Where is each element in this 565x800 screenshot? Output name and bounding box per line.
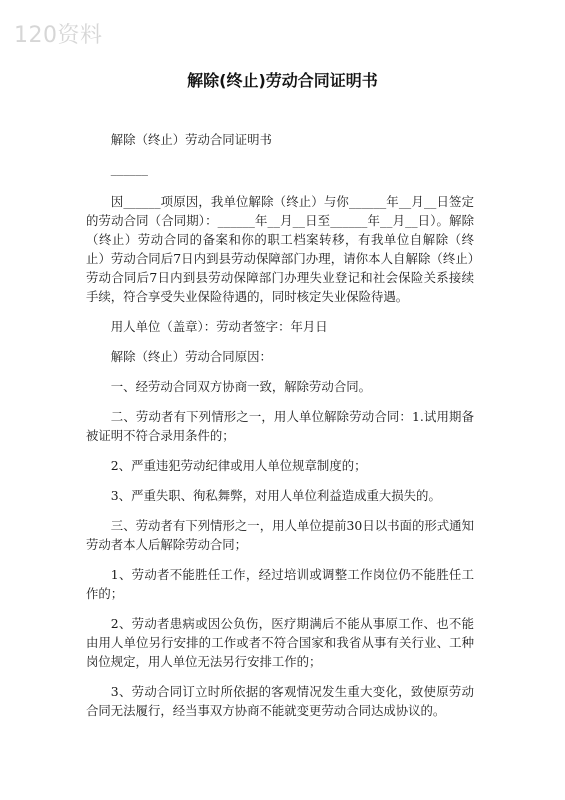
- paragraph: 3、劳动合同订立时所依据的客观情况发生重大变化，致使原劳动合同无法履行，经当事双方协商不能就变更劳动合同达成协议的。: [86, 684, 474, 718]
- signature-line: 用人单位（盖章）：劳动者签字：年月日: [110, 319, 328, 334]
- paragraph: 1、劳动者不能胜任工作，经过培训或调整工作岗位仍不能胜任工作的；: [86, 567, 474, 601]
- document-title: 解除(终止)劳动合同证明书: [187, 71, 378, 90]
- recipient-name-blank: ______: [110, 161, 148, 176]
- paragraph: 一、经劳动合同双方协商一致，解除劳动合同。: [110, 379, 371, 394]
- paragraph: 2、劳动者患病或因公负伤，医疗期满后不能从事原工作、也不能由用人单位另行安排的工作或者不符合国家和我省从事有关行业、工种岗位规定，用人单位无法另行安排工作的；: [86, 616, 474, 669]
- paragraph: 3、严重失职、徇私舞弊，对用人单位利益造成重大损失的。: [110, 488, 441, 503]
- document-subtitle: 解除（终止）劳动合同证明书: [110, 132, 272, 147]
- paragraph: 2、严重违犯劳动纪律或用人单位规章制度的；: [110, 458, 367, 473]
- paragraph: 解除（终止）劳动合同原因：: [110, 349, 272, 364]
- paragraph: 二、劳动者有下列情形之一，用人单位解除劳动合同：1.试用期备被证明不符合录用条件的；: [86, 409, 474, 443]
- paragraph: 三、劳动者有下列情形之一，用人单位提前30日以书面的形式通知劳动者本人后解除劳动合同；: [86, 518, 474, 552]
- watermark-logo: 120资料: [14, 23, 103, 48]
- document-body: [86, 130, 474, 731]
- paragraph: 因______项原因，我单位解除（终止）与你______年__月__日签定的劳动合同（合同期）：______年__月__日至______年__月__日）。解除（终止）劳动合同的备案和你的职工档案转移，有我单位自解除（终止）劳动合同后7日内到县劳动保障部门办理，请你本人自解除（终止）劳动合同后7日内到县劳动保障部门办理失业登记和社会保险关系接续手续，符合享受失业保险待遇的，同时核定失业保险待遇。: [86, 194, 474, 304]
